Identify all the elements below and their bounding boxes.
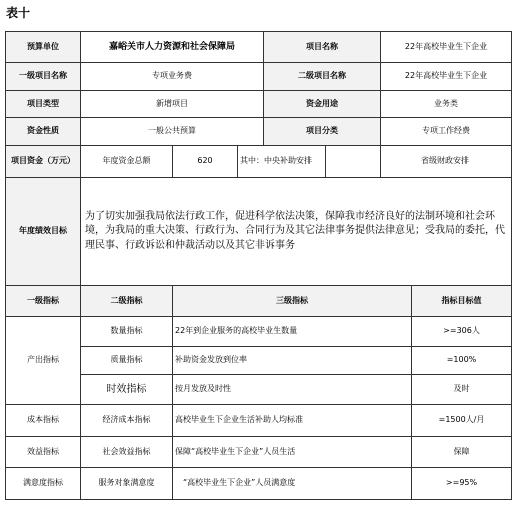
table-row	[6, 347, 512, 375]
annual-goals-text: 为了切实加强我局依法行政工作，促进科学依法决策，保障我市经济良好的法制环境和社会环境，为我局的重大决策、行政行为、合同行为及其它法律事务提供法律意见；受我局的委托，代理民事、行政诉讼和仲裁活动以及其它非诉事务	[81, 178, 512, 286]
benefit-level3: 保障“高校毕业生下企业”人员生活	[173, 437, 412, 468]
project-fund-label: 项目资金（万元）	[6, 146, 81, 178]
project-category-value: 专项工作经费	[381, 118, 512, 146]
annual-total-label: 年度资金总额	[81, 146, 173, 178]
project-type-label: 项目类型	[6, 91, 81, 118]
fund-use-label: 资金用途	[264, 91, 381, 118]
level1-name-label: 一级项目名称	[6, 63, 81, 91]
economic-cost-indicator: 经济成本指标	[81, 405, 173, 437]
annual-goals-label: 年度绩效目标	[6, 178, 81, 286]
quantity-target: >=306人	[412, 317, 512, 347]
table-row	[6, 317, 512, 347]
budget-unit-label: 预算单位	[6, 32, 81, 63]
table-row	[6, 375, 512, 405]
header-level1: 一级指标	[6, 286, 81, 317]
header-level2: 二级指标	[81, 286, 173, 317]
annual-total-value: 620	[173, 146, 238, 178]
service-satisfaction-indicator: 服务对象满意度	[81, 468, 173, 500]
table-row	[6, 405, 512, 437]
fund-nature-value: 一般公共预算	[81, 118, 264, 146]
level2-name-label: 二级项目名称	[264, 63, 381, 91]
central-subsidy-value	[326, 146, 381, 178]
provincial-label: 省级财政安排	[381, 146, 512, 178]
timeliness-level3: 按月发放及时性	[173, 375, 412, 405]
performance-table	[5, 31, 512, 500]
row-annual-goals	[6, 178, 512, 286]
quality-level3: 补助资金发放到位率	[173, 347, 412, 375]
row-level-names	[6, 63, 512, 91]
project-category-label: 项目分类	[264, 118, 381, 146]
quality-indicator: 质量指标	[81, 347, 173, 375]
row-project-fund	[6, 146, 512, 178]
central-subsidy-label: 其中：中央补助安排	[238, 146, 326, 178]
quantity-indicator: 数量指标	[81, 317, 173, 347]
level1-name-value: 专项业务费	[81, 63, 264, 91]
fund-use-value: 业务类	[381, 91, 512, 118]
satisfaction-level3: “高校毕业生下企业”人员满意度	[173, 468, 412, 500]
header-target: 指标目标值	[412, 286, 512, 317]
project-name-value: 22年高校毕业生下企业	[381, 32, 512, 63]
cost-level3: 高校毕业生下企业生活补助人均标准	[173, 405, 412, 437]
cost-indicator-label: 成本指标	[6, 405, 81, 437]
satisfaction-target: >=95%	[412, 468, 512, 500]
social-benefit-indicator: 社会效益指标	[81, 437, 173, 468]
table-row	[6, 437, 512, 468]
row-project-type	[6, 91, 512, 118]
table-row	[6, 468, 512, 500]
timeliness-target: 及时	[412, 375, 512, 405]
fund-nature-label: 资金性质	[6, 118, 81, 146]
page-title: 表十	[6, 6, 31, 20]
header-level3: 三级指标	[173, 286, 412, 317]
benefit-target: 保障	[412, 437, 512, 468]
cost-target: =1500人/月	[412, 405, 512, 437]
project-type-value: 新增项目	[81, 91, 264, 118]
timeliness-indicator: 时效指标	[81, 375, 173, 405]
project-name-label: 项目名称	[264, 32, 381, 63]
budget-unit-value: 嘉峪关市人力资源和社会保障局	[81, 32, 264, 63]
level2-name-value: 22年高校毕业生下企业	[381, 63, 512, 91]
benefit-indicator-label: 效益指标	[6, 437, 81, 468]
indicator-header-row	[6, 286, 512, 317]
quality-target: =100%	[412, 347, 512, 375]
satisfaction-indicator-label: 满意度指标	[6, 468, 81, 500]
quantity-level3: 22年到企业服务的高校毕业生数量	[173, 317, 412, 347]
row-budget-unit	[6, 32, 512, 63]
output-indicator-label: 产出指标	[6, 317, 81, 405]
row-fund-nature	[6, 118, 512, 146]
